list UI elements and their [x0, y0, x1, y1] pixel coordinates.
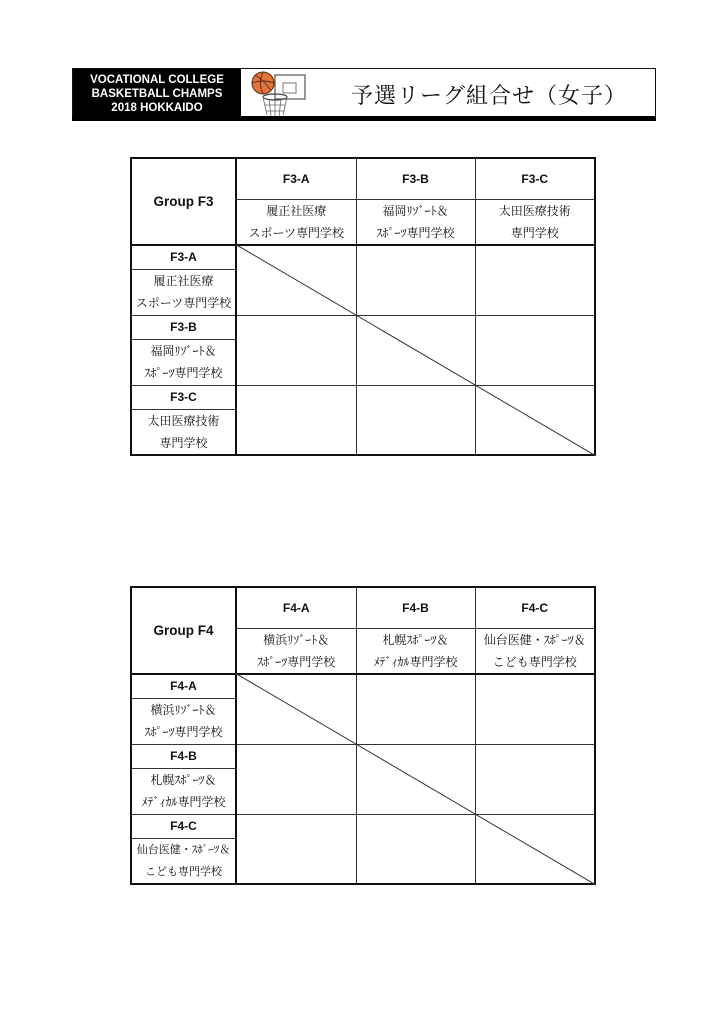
team-name-line: スポーツ専門学校 — [135, 296, 232, 310]
team-name-line: ｽﾎﾟｰﾂ専門学校 — [257, 654, 336, 669]
group-f3-grid — [130, 157, 594, 456]
column-team-code: F4-C — [475, 587, 595, 628]
result-cell — [475, 744, 595, 814]
column-team-code: F3-C — [475, 158, 595, 199]
team-name-line: ｽﾎﾟｰﾂ専門学校 — [144, 725, 223, 739]
column-team-name — [236, 628, 356, 674]
team-name-line: 専門学校 — [510, 225, 559, 240]
team-name-line: 福岡ﾘｿﾞｰﾄ＆ — [382, 203, 449, 218]
team-name-line: 福岡ﾘｿﾞｰﾄ＆ — [150, 344, 217, 358]
page-title: 予選リーグ組合せ（女子） — [350, 84, 627, 109]
page-header — [72, 68, 656, 121]
team-name-line: こども専門学校 — [492, 654, 577, 669]
result-cell — [356, 744, 475, 814]
group-label-cell — [131, 158, 236, 245]
team-name-line: 札幌ｽﾎﾟｰﾂ＆ — [382, 632, 449, 647]
result-cell — [356, 385, 475, 455]
event-brand — [73, 69, 241, 120]
row-team-code: F3-B — [131, 315, 236, 339]
row-team-code: F3-C — [131, 385, 236, 409]
team-name-line: こども専門学校 — [145, 864, 222, 878]
team-name-line: ﾒﾃﾞｨｶﾙ専門学校 — [141, 795, 226, 809]
column-team-code: F3-B — [356, 158, 475, 199]
group-label: Group F4 — [153, 622, 214, 638]
column-team-name — [356, 628, 475, 674]
result-cell — [236, 385, 356, 455]
match-table — [130, 586, 596, 885]
team-name-line: 札幌ｽﾎﾟｰﾂ＆ — [150, 773, 217, 787]
column-team-name — [475, 628, 595, 674]
result-cell — [236, 814, 356, 884]
team-name-line: 太田医療技術 — [147, 413, 220, 428]
column-team-code: F3-A — [236, 158, 356, 199]
result-cell — [356, 674, 475, 744]
team-name-line: ﾒﾃﾞｨｶﾙ専門学校 — [373, 654, 458, 669]
team-name-line: 仙台医健・ｽﾎﾟｰﾂ＆ — [136, 842, 231, 856]
row-team-name — [131, 409, 236, 455]
brand-line: BASKETBALL CHAMPS — [91, 88, 223, 100]
team-name-line: スポーツ専門学校 — [248, 225, 345, 240]
basketball-hoop-icon — [245, 69, 311, 120]
row-team-name — [131, 838, 236, 884]
group-f4-grid — [130, 586, 594, 885]
column-team-name — [475, 199, 595, 245]
result-cell — [236, 744, 356, 814]
team-name-line: 横浜ﾘｿﾞｰﾄ＆ — [150, 703, 217, 717]
group-label: Group F3 — [153, 193, 214, 209]
team-name-line: 横浜ﾘｿﾞｰﾄ＆ — [263, 632, 330, 647]
result-cell — [475, 245, 595, 315]
brand-line: VOCATIONAL COLLEGE — [90, 74, 224, 86]
header-underline — [72, 116, 656, 121]
team-name-line: 仙台医健・ｽﾎﾟｰﾂ＆ — [483, 632, 586, 647]
team-name-line: 太田医療技術 — [498, 203, 571, 218]
result-cell — [475, 674, 595, 744]
row-team-code: F4-B — [131, 744, 236, 768]
team-name-line: 履正社医療 — [153, 274, 214, 288]
team-name-line: ｽﾎﾟｰﾂ専門学校 — [376, 225, 455, 240]
row-team-code: F3-A — [131, 245, 236, 269]
row-team-name — [131, 269, 236, 315]
column-team-code: F4-B — [356, 587, 475, 628]
team-name-line: 履正社医療 — [266, 203, 327, 218]
result-cell — [356, 814, 475, 884]
brand-line: 2018 HOKKAIDO — [111, 102, 203, 114]
result-cell — [475, 814, 595, 884]
result-cell — [356, 245, 475, 315]
result-cell — [236, 315, 356, 385]
match-table — [130, 157, 596, 456]
team-name-line: 専門学校 — [159, 435, 208, 450]
result-cell — [236, 245, 356, 315]
team-name-line: ｽﾎﾟｰﾂ専門学校 — [144, 366, 223, 380]
row-team-name — [131, 768, 236, 814]
row-team-code: F4-A — [131, 674, 236, 698]
group-label-cell — [131, 587, 236, 674]
result-cell — [475, 385, 595, 455]
column-team-code: F4-A — [236, 587, 356, 628]
result-cell — [236, 674, 356, 744]
row-team-code: F4-C — [131, 814, 236, 838]
column-team-name — [356, 199, 475, 245]
row-team-name — [131, 698, 236, 744]
column-team-name — [236, 199, 356, 245]
row-team-name — [131, 339, 236, 385]
result-cell — [475, 315, 595, 385]
result-cell — [356, 315, 475, 385]
